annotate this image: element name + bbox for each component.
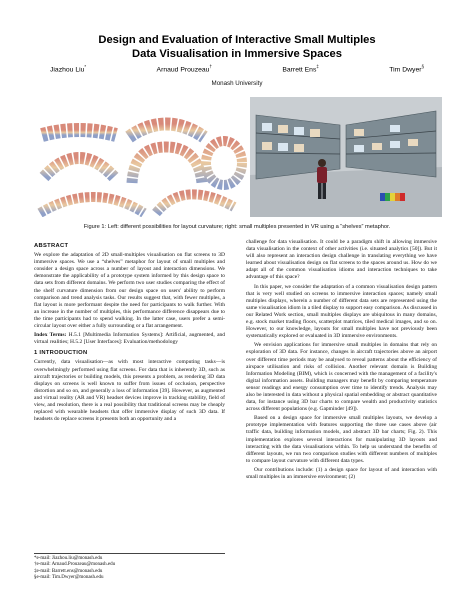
semi-circle-layout-shape	[44, 158, 114, 177]
flat-layout-shape	[42, 130, 116, 135]
footnote-email: †e-mail: Arnaud.Prouzeau@monash.edu	[34, 562, 116, 568]
author: Arnaud Prouzeau†	[156, 64, 212, 74]
intro-paragraph: Currently, data visualisation—as with most interactive computing tasks—is overwhelmingly performed using flat screens. For data that is inherently 3D, such as aircraft trajectories or building models, this presents a problem, as rendering 3D data displays on screens is well known to suffer from issues of occlusion, perspective distortion and so on, and generally a loss of information [39]. However, as augmented and virtual reality (AR and VR) headset devices improve in tracking stability, field of view, and resolution, there is a real possibility that traditional screens may be cheaply replaced with wearable headsets that offer immersive display of such 3D data. If headsets do replace screens it presents both an opportunity and a	[34, 359, 225, 423]
footnote-email: §e-mail: Tim.Dwyer@monash.edu	[34, 575, 104, 581]
footnote-email: *e-mail: Jiazhou.liu@monash.edu	[34, 556, 103, 561]
author: Tim Dwyer§	[389, 64, 424, 74]
affiliation: Monash University	[211, 80, 263, 87]
abstract-text: We explore the adaptation of 2D small-multiples visualisation on flat screens to 3D immersive spaces. We use a “shelves” metaphor for layout of small multiples and consider a design space across a number of layout and interaction dimensions. We demonstrate the applicability of a prototype system informed by this design space to data sets from different domains. We perform two user studies comparing the effect of the shelf curvature dimension from our design space on users' ability to perform comparison and trend analysis tasks. Our results suggest that, with fewer multiples, a flat layout is more performant despite the need for participants to walk further. With an increase in the number of multiples, this performance difference disappears due to the time participants had to spend walking. In the latter case, users prefer a semi-circular layout over either a fully surrounding or a flat arrangement.	[34, 252, 225, 330]
color-palette-panel	[380, 193, 405, 201]
title-line-2: Data Visualisation in Immersive Spaces	[132, 48, 342, 60]
body-paragraph: We envision applications for immersive small multiples in domains that rely on exploration of 3D data. For instance, changes in aircraft trajectories above an airport over different time periods may be analysed to reveal patterns about the efficiency of airspace utilisation and risks of collision. Another relevant domain is Building Information Modeling (BIM), which is concerned with the management of a facility's digital information assets. Building managers may benefit by comparing temperature sensor readings and energy consumption over time to identify trends. Analysis may also be interested in data without a physical spatial embedding or abstract quantitative data, for instance using 3D bar charts to compare wealth and productivity statistics across different populations (e.g. Gapminder [49]).	[246, 342, 437, 413]
abstract-heading: ABSTRACT	[34, 243, 69, 249]
body-paragraph: Our contributions include: (1) a design space for layout of and interaction with small multiples in an immersive environment; (2)	[246, 466, 437, 480]
index-terms-label: Index Terms:	[34, 332, 67, 339]
intro-heading: 1 INTRODUCTION	[34, 350, 88, 357]
body-paragraph: challenge for data visualisation. It could be a paradigm shift in allowing immersive data visualisation in the context of other activities (i.e. situated analytics [50]). But it will also represent an interaction design challenge in translating everything we have learned about visualisation design on flat screens to the spaces around us. How do we adapt all of the common visualisation idioms and interaction techniques to take advantage of this space?	[246, 239, 437, 281]
footnotes	[34, 553, 225, 582]
index-terms	[34, 332, 225, 346]
footnote-email: ‡e-mail: Barrett.ens@monash.edu	[34, 568, 103, 574]
index-terms-text: H.5.1 [Multimedia Information Systems]: Artificial, augmented, and virtual realities; H.5.2 [User Interfaces]: Evaluation/methodology	[34, 332, 226, 346]
figure-layout-curvature	[34, 97, 248, 217]
title-line-1: Design and Evaluation of Interactive Small Multiples	[98, 34, 376, 46]
left-column	[34, 239, 225, 425]
full-circle-layout-shape	[206, 141, 242, 185]
body-paragraph: Based on a design space for immersive small multiples layouts, we develop a prototype implementation with features supporting the three use cases above (air traffic data, building information models, and abstract 3D bar charts; Fig. 2). This implementation explores several interactions for manipulating 3D layouts and interacting with the data visualisations within. To help us understand the benefits of different layouts, we run two comparison studies with different numbers of multiples to compare layout curvature with different data types.	[246, 415, 437, 464]
vr-shelves-scene	[250, 97, 442, 217]
wide-arc-layout-shape	[40, 197, 144, 213]
figure-vr-shelves	[250, 97, 442, 217]
three-quarter-layout-shape	[132, 147, 202, 183]
author: Barrett Ens‡	[282, 64, 319, 74]
right-column	[246, 239, 437, 483]
body-paragraph: In this paper, we consider the adaptation of a common visualisation design pattern that is very well studied on screens to immersive interaction spaces; namely small multiples displays, wherein a number of different data sets are represented using the same visualisation idiom in a tiled display to support easy comparison. As discussed in our Related Work section, small multiples displays are ubiquitous in many domains, e.g. stock market trading floors, scatterplot matrices, tiled medical images, and so on. However, to our knowledge, layouts for small multiples have not previously been systematically explored or evaluated in 3D immersive environments.	[246, 283, 437, 340]
paper-title	[60, 33, 414, 61]
slight-curve-layout-shape	[129, 124, 204, 137]
curvature-illustration	[34, 97, 248, 217]
author-list	[50, 64, 424, 73]
surrounding-layout-shape	[156, 194, 234, 213]
figure-caption: Figure 1: Left: different possibilities for layout curvature; right: small multiples presented in VR using a “shelves” metaphor.	[83, 224, 391, 230]
author: Jiazhou Liu*	[50, 64, 87, 74]
